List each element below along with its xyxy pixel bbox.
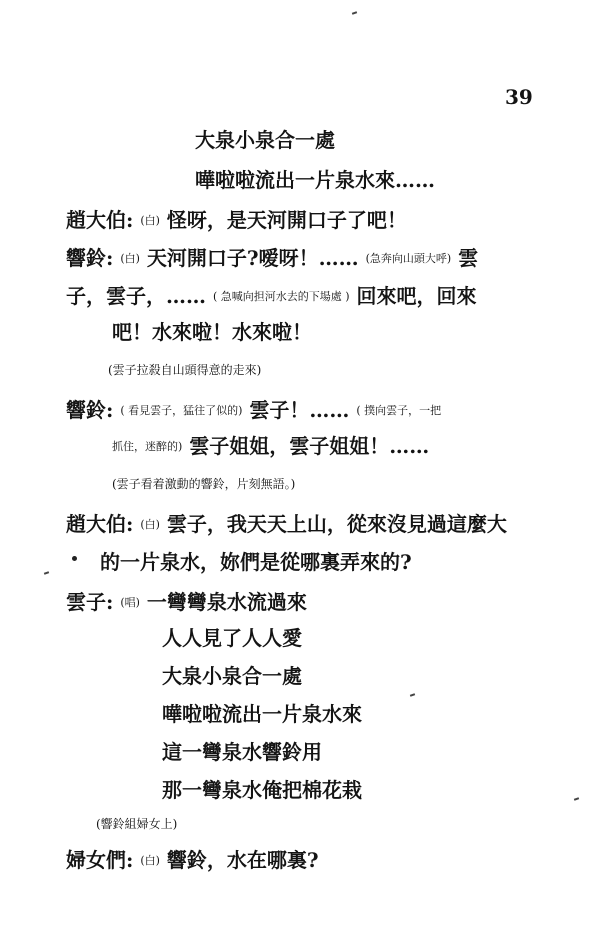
song-line-1: 大泉小泉合一處 xyxy=(195,128,335,152)
dialogue-text: 雲 xyxy=(458,246,479,270)
song-line-2: 嘩啦啦流出一片泉水來…… xyxy=(195,168,435,192)
delivery-tag: (白) xyxy=(140,854,160,867)
scan-speck xyxy=(352,11,357,15)
delivery-tag: (唱) xyxy=(120,596,140,609)
page-number: 39 xyxy=(505,85,533,109)
dialogue-text: 子，雲子，…… xyxy=(66,284,206,308)
stage-direction: ( 急喊向担河水去的下場處 ) xyxy=(212,290,350,303)
dialogue-text: 雲子姐姐，雲子姐姐！…… xyxy=(189,434,430,458)
speaker-name: 趙大伯: xyxy=(66,512,134,536)
stage-direction: (響鈴組婦女上) xyxy=(96,817,178,831)
dialogue-line xyxy=(66,398,441,423)
dialogue-text: 一彎彎泉水流過來 xyxy=(146,590,307,614)
dialogue-line xyxy=(66,590,307,615)
stage-direction: (雲子看着激動的響鈴，片刻無語。) xyxy=(112,477,296,491)
speaker-name: 響鈴: xyxy=(66,398,114,422)
speaker-name: 婦女們: xyxy=(66,848,134,872)
dialogue-line xyxy=(66,284,477,309)
song-line: 這一彎泉水響鈴用 xyxy=(162,740,322,764)
scan-speck xyxy=(44,571,49,575)
dialogue-line: 吧！水來啦！水來啦！ xyxy=(112,320,312,344)
dialogue-line xyxy=(66,848,319,873)
stage-direction: (急奔向山頭大呼) xyxy=(365,252,452,265)
speaker-name: 雲子: xyxy=(66,590,114,614)
scan-speck xyxy=(72,556,77,561)
scan-speck xyxy=(574,797,579,801)
delivery-tag: (白) xyxy=(140,214,160,227)
dialogue-text: 回來吧，回來 xyxy=(356,284,477,308)
stage-direction: ( 撲向雲子，一把 xyxy=(356,404,442,417)
song-line: 嘩啦啦流出一片泉水來 xyxy=(162,702,362,726)
dialogue-line xyxy=(66,208,407,233)
dialogue-line xyxy=(66,246,478,271)
speaker-name: 趙大伯: xyxy=(66,208,134,232)
dialogue-text: 天河開口子?嗳呀！…… xyxy=(146,246,359,270)
dialogue-text: 雲子！…… xyxy=(249,398,350,422)
delivery-tag: (白) xyxy=(120,252,140,265)
speaker-name: 響鈴: xyxy=(66,246,114,270)
stage-direction: ( 看見雲子，猛往了似的) xyxy=(120,404,243,417)
dialogue-text: 怪呀，是天河開口子了吧！ xyxy=(166,208,407,232)
dialogue-text: 雲子，我天天上山，從來沒見過這麼大 xyxy=(166,512,507,536)
song-line: 那一彎泉水俺把棉花栽 xyxy=(162,778,362,802)
scan-speck xyxy=(410,693,415,697)
dialogue-line: 的一片泉水，妳們是從哪裏弄來的? xyxy=(100,550,412,574)
stage-direction: (雲子拉殺自山頭得意的走來) xyxy=(108,363,262,377)
dialogue-line xyxy=(112,434,429,459)
dialogue-line xyxy=(66,512,507,537)
dialogue-text: 響鈴，水在哪裏? xyxy=(166,848,319,872)
song-line: 大泉小泉合一處 xyxy=(162,664,302,688)
delivery-tag: (白) xyxy=(140,518,160,531)
song-line: 人人見了人人愛 xyxy=(162,626,302,650)
stage-direction: 抓住，迷醉的) xyxy=(112,440,183,453)
